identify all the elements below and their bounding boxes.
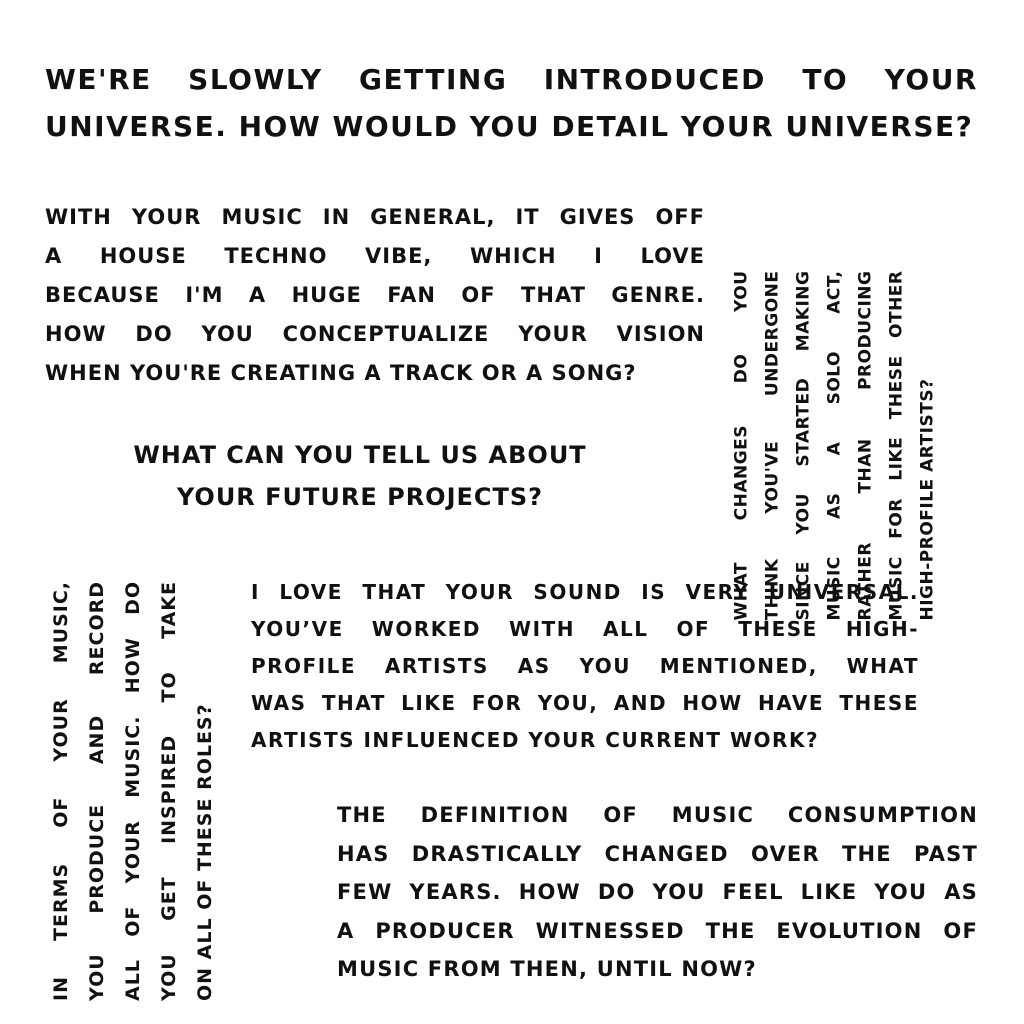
question-line: MUSIC FROM THEN, UNTIL NOW?	[337, 957, 757, 981]
question-line: A HOUSE TECHNO VIBE, WHICH I LOVE	[45, 244, 705, 268]
question-line: WAS THAT LIKE FOR YOU, AND HOW HAVE THESE	[251, 691, 919, 715]
question-line: SINCE YOU STARTED MAKING	[793, 270, 814, 621]
question-line: THE DEFINITION OF MUSIC CONSUMPTION	[337, 803, 978, 827]
question-universe	[45, 56, 978, 150]
question-line: ALL OF YOUR MUSIC. HOW DO	[122, 581, 144, 1001]
question-line: ARTISTS INFLUENCED YOUR CURRENT WORK?	[251, 728, 820, 752]
question-line: YOU’VE WORKED WITH ALL OF THESE HIGH-	[251, 617, 919, 641]
question-line: HIGH-PROFILE ARTISTS?	[917, 378, 938, 621]
question-line: YOU GET INSPIRED TO TAKE	[158, 581, 180, 1001]
question-line: WE'RE SLOWLY GETTING INTRODUCED TO YOUR	[45, 63, 978, 96]
question-line: BECAUSE I'M A HUGE FAN OF THAT GENRE.	[45, 283, 705, 307]
question-line: YOU PRODUCE AND RECORD	[86, 581, 108, 1001]
question-line: FEW YEARS. HOW DO YOU FEEL LIKE YOU AS	[337, 880, 978, 904]
question-line: RATHER THAN PRODUCING	[855, 270, 876, 621]
question-line: UNIVERSE. HOW WOULD YOU DETAIL YOUR UNIVERSE?	[45, 110, 974, 143]
question-line: WHAT CAN YOU TELL US ABOUT	[133, 441, 587, 469]
question-line: MUSIC FOR LIKE THESE OTHER	[886, 270, 907, 621]
question-line: WHEN YOU'RE CREATING A TRACK OR A SONG?	[45, 361, 637, 385]
question-line: I LOVE THAT YOUR SOUND IS VERY UNIVERSAL.	[251, 580, 919, 604]
question-house-techno	[45, 198, 705, 393]
question-line: PROFILE ARTISTS AS YOU MENTIONED, WHAT	[251, 654, 919, 678]
question-roles-vertical	[43, 581, 223, 1001]
question-line: WITH YOUR MUSIC IN GENERAL, IT GIVES OFF	[45, 205, 705, 229]
question-future-projects	[60, 434, 660, 518]
question-line: MUSIC AS A SOLO ACT,	[824, 270, 845, 621]
question-line: IN TERMS OF YOUR MUSIC,	[50, 581, 72, 1001]
question-line: A PRODUCER WITNESSED THE EVOLUTION OF	[337, 918, 978, 943]
question-line: HOW DO YOU CONCEPTUALIZE YOUR VISION	[45, 322, 705, 346]
question-solo-act-vertical	[727, 271, 944, 621]
question-music-consumption	[337, 796, 978, 989]
question-line: WHAT CHANGES DO YOU	[731, 270, 752, 621]
question-line: YOUR FUTURE PROJECTS?	[176, 483, 544, 511]
question-line: HAS DRASTICALLY CHANGED OVER THE PAST	[337, 841, 978, 866]
question-universal-sound	[251, 574, 919, 759]
question-line: ON ALL OF THESE ROLES?	[194, 703, 216, 1001]
question-line: THINK YOU'VE UNDERGONE	[762, 270, 783, 621]
